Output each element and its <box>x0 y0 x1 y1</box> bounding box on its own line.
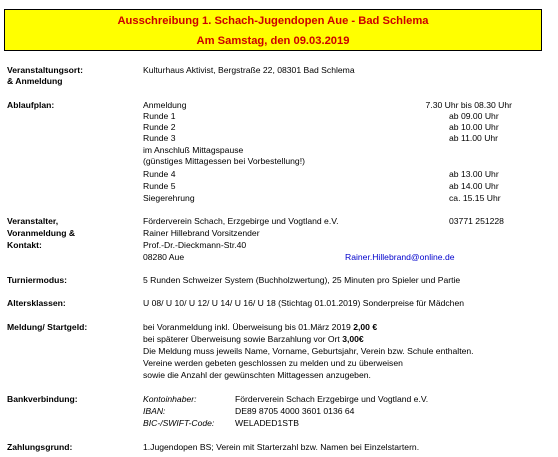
fee-amount: 2,00 € <box>353 322 378 332</box>
bank-label: Bankverbindung: <box>7 394 78 404</box>
fee-line-1 <box>143 322 377 332</box>
bank-holder-label: Kontoinhaber: <box>143 394 197 404</box>
schedule-time: ab 11.00 Uhr <box>449 133 499 143</box>
header-title: Ausschreibung 1. Schach-Jugendopen Aue - Bad Schlema <box>117 15 429 27</box>
organizer-label-2: Voranmeldung & <box>7 228 76 238</box>
bank-bic-label: BIC-/SWIFT-Code: <box>143 418 215 428</box>
schedule-item: Runde 3 <box>143 133 176 143</box>
fee-line-3: Die Meldung muss jeweils Name, Vorname, Geburtsjahr, Verein bzw. Schule enthalten. <box>143 346 474 356</box>
schedule-time: ca. 15.15 Uhr <box>449 193 501 203</box>
schedule-item: Siegerehrung <box>143 193 195 203</box>
header-banner <box>4 9 542 51</box>
mode-label: Turniermodus: <box>7 275 67 285</box>
bank-bic-value: WELADED1STB <box>235 418 299 428</box>
schedule-item: Runde 2 <box>143 122 176 132</box>
mode-value: 5 Runden Schweizer System (Buchholzwertung), 25 Minuten pro Spieler und Partie <box>143 275 461 285</box>
venue-label: Veranstaltungsort: <box>7 65 83 75</box>
header-date: Am Samstag, den 09.03.2019 <box>196 35 350 47</box>
payment-value: 1.Jugendopen BS; Verein mit Starterzahl bzw. Namen bei Einzelstartern. <box>143 442 420 452</box>
organizer-email-link[interactable]: Rainer.Hillebrand@online.de <box>345 252 455 262</box>
schedule-item: Runde 5 <box>143 181 176 191</box>
schedule-item: im Anschluß Mittagspause <box>143 145 244 155</box>
organizer-name: Förderverein Schach, Erzgebirge und Vogtland e.V. <box>143 216 339 226</box>
fee-line-4: Vereine werden gebeten geschlossen zu melden und zu überweisen <box>143 358 403 368</box>
schedule-item: (günstiges Mittagessen bei Vorbestellung!) <box>143 156 305 166</box>
schedule-label: Ablaufplan: <box>7 100 55 110</box>
bank-iban-label: IBAN: <box>143 406 166 416</box>
schedule-time: ab 14.00 Uhr <box>449 181 499 191</box>
schedule-item: Runde 1 <box>143 111 176 121</box>
fee-text: bei Voranmeldung inkl. Überweisung bis 01.März 2019 <box>143 322 354 332</box>
fee-text: bei späterer Überweisung sowie Barzahlung vor Ort <box>143 334 343 344</box>
organizer-phone: 03771 251228 <box>449 216 504 226</box>
schedule-item: Runde 4 <box>143 169 176 179</box>
organizer-street: Prof.-Dr.-Dieckmann-Str.40 <box>143 240 247 250</box>
schedule-time: ab 13.00 Uhr <box>449 169 499 179</box>
organizer-city: 08280 Aue <box>143 252 185 262</box>
schedule-time: ab 09.00 Uhr <box>449 111 499 121</box>
ages-value: U 08/ U 10/ U 12/ U 14/ U 16/ U 18 (Stichtag 01.01.2019) Sonderpreise für Mädchen <box>143 298 465 308</box>
bank-iban-value: DE89 8705 4000 3601 0136 64 <box>235 406 355 416</box>
fee-label: Meldung/ Startgeld: <box>7 322 88 332</box>
schedule-time: 7.30 Uhr bis 08.30 Uhr <box>425 100 512 110</box>
fee-line-5: sowie die Anzahl der gewünschten Mittagessen anzugeben. <box>143 370 371 380</box>
ages-label: Altersklassen: <box>7 298 66 308</box>
fee-amount: 3,00€ <box>342 334 364 344</box>
venue-label-2: & Anmeldung <box>7 76 63 86</box>
organizer-label: Veranstalter, <box>7 216 59 226</box>
venue-value: Kulturhaus Aktivist, Bergstraße 22, 08301 Bad Schlema <box>143 65 355 75</box>
payment-label: Zahlungsgrund: <box>7 442 73 452</box>
organizer-contact-person: Rainer Hillebrand Vorsitzender <box>143 228 260 238</box>
schedule-time: ab 10.00 Uhr <box>449 122 499 132</box>
bank-holder-value: Förderverein Schach Erzgebirge und Vogtland e.V. <box>235 394 429 404</box>
organizer-label-3: Kontakt: <box>7 240 42 250</box>
fee-line-2 <box>143 334 364 344</box>
schedule-item: Anmeldung <box>143 100 187 110</box>
